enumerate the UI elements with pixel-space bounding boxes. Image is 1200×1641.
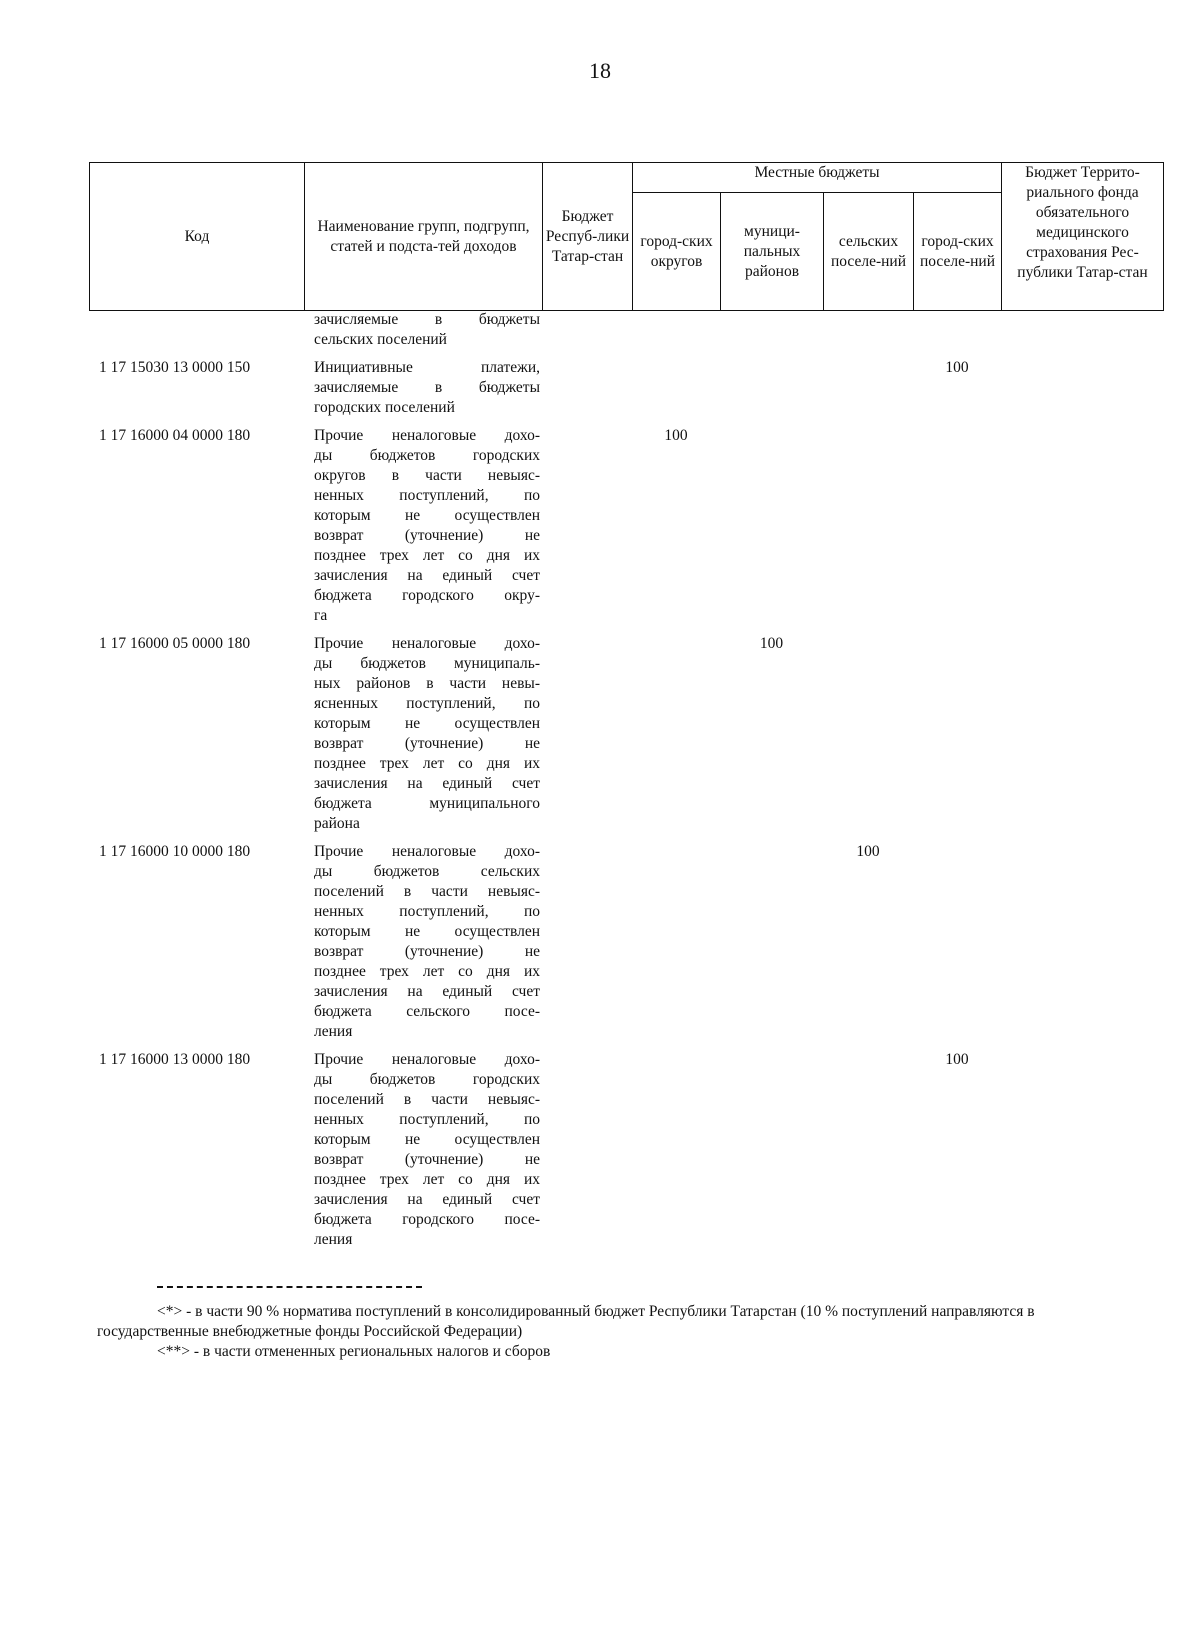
row-value (632, 310, 720, 358)
row-name-line: которым не осуществлен (314, 923, 540, 940)
row-name-line: возврат (уточнение) не (314, 943, 540, 960)
row-value: 100 (664, 427, 688, 444)
row-name-line: позднее трех лет со дня их (314, 755, 540, 772)
row-value (542, 358, 632, 426)
row-value (823, 634, 913, 842)
row-name-line: зачисления на единый счет (314, 983, 540, 1000)
row-name-line: позднее трех лет со дня их (314, 963, 540, 980)
table-row (89, 634, 1163, 842)
row-name-line: ненных поступлений, по (314, 903, 540, 920)
row-name-line: позднее трех лет со дня их (314, 1171, 540, 1188)
row-value (1001, 358, 1163, 426)
row-name-line: возврат (уточнение) не (314, 735, 540, 752)
row-name-line: ления (314, 1023, 353, 1040)
row-value (720, 358, 823, 426)
row-name-line: ды бюджетов муниципаль- (314, 655, 540, 672)
row-name (304, 634, 542, 842)
row-name (304, 358, 542, 426)
row-code: 1 17 16000 05 0000 180 (99, 635, 251, 652)
row-value (542, 1050, 632, 1258)
footnote: <**> - в части отмененных региональных налогов и сборов (157, 1343, 551, 1360)
row-name-line: ясненных поступлений, по (314, 695, 540, 712)
row-name-line: Прочие неналоговые дохо- (314, 427, 540, 444)
row-value (823, 310, 913, 358)
table-row (89, 310, 1163, 358)
row-value (1001, 1050, 1163, 1258)
row-code (89, 310, 304, 358)
row-value (913, 426, 1001, 634)
row-name-line: которым не осуществлен (314, 715, 540, 732)
row-name-line: бюджета сельского посе- (314, 1003, 540, 1020)
row-name-line: ды бюджетов городских (314, 447, 540, 464)
row-value (720, 1050, 823, 1258)
row-value: 100 (759, 635, 784, 652)
row-code: 1 17 16000 04 0000 180 (99, 427, 251, 444)
footnotes (97, 1302, 1115, 1362)
row-name-line: возврат (уточнение) не (314, 527, 540, 544)
table-row (89, 842, 1163, 1050)
row-name (304, 426, 542, 634)
row-name-line: ненных поступлений, по (314, 1111, 540, 1128)
row-value (913, 310, 1001, 358)
row-name-line: Прочие неналоговые дохо- (314, 843, 540, 860)
row-value (1001, 426, 1163, 634)
header-territorial-fund: Бюджет Террито-риального фонда обязательного медицинского страхования Рес-публики Татар-стан (1002, 163, 1164, 311)
row-value (632, 634, 720, 842)
row-name-line: ненных поступлений, по (314, 487, 540, 504)
table-header (89, 162, 1164, 311)
header-municipal-districts: муници-пальных районов (721, 193, 824, 311)
row-name (304, 1050, 542, 1258)
row-value (632, 1050, 720, 1258)
header-urban-settlements: город-ских поселе-ний (914, 193, 1002, 311)
row-name-line: позднее трех лет со дня их (314, 547, 540, 564)
table-row (89, 1050, 1163, 1258)
header-rural-settlements: сельских поселе-ний (824, 193, 914, 311)
row-value (823, 358, 913, 426)
header-local-budgets: Местные бюджеты (633, 163, 1002, 193)
row-value (542, 310, 632, 358)
row-name-line: округов в части невыяс- (314, 467, 540, 484)
row-value (913, 634, 1001, 842)
table-row (89, 426, 1163, 634)
header-republic-budget: Бюджет Респуб-лики Татар-стан (543, 163, 633, 311)
row-name-line: городских поселений (314, 399, 455, 416)
row-value (542, 426, 632, 634)
row-code: 1 17 16000 13 0000 180 (99, 1051, 251, 1068)
row-name-line: возврат (уточнение) не (314, 1151, 540, 1168)
table-body (89, 310, 1163, 1258)
row-name-line: которым не осуществлен (314, 1131, 540, 1148)
row-value (632, 842, 720, 1050)
row-value (720, 842, 823, 1050)
row-name-line: Прочие неналоговые дохо- (314, 1051, 540, 1068)
row-value (542, 634, 632, 842)
header-name: Наименование групп, подгрупп, статей и подста-тей доходов (305, 163, 543, 311)
row-name-line: га (314, 607, 328, 624)
row-code: 1 17 16000 10 0000 180 (99, 843, 251, 860)
table-row (89, 358, 1163, 426)
footnote-separator (157, 1286, 422, 1288)
row-name (304, 310, 542, 358)
row-name-line: зачисляемые в бюджеты (314, 311, 540, 328)
row-name-line: поселений в части невыяс- (314, 883, 540, 900)
row-name (304, 842, 542, 1050)
row-name-line: зачисления на единый счет (314, 567, 540, 584)
header-code: Код (90, 163, 305, 311)
row-name-line: бюджета городского посе- (314, 1211, 540, 1228)
row-value (632, 358, 720, 426)
row-name-line: ды бюджетов сельских (314, 863, 540, 880)
row-value (1001, 310, 1163, 358)
row-name-line: которым не осуществлен (314, 507, 540, 524)
row-name-line: зачисляемые в бюджеты (314, 379, 540, 396)
row-value (1001, 634, 1163, 842)
row-name-line: Прочие неналоговые дохо- (314, 635, 540, 652)
row-name-line: поселений в части невыяс- (314, 1091, 540, 1108)
row-value: 100 (945, 359, 969, 376)
row-value (913, 842, 1001, 1050)
row-name-line: сельских поселений (314, 331, 447, 348)
row-name-line: ных районов в части невы- (314, 675, 540, 692)
row-name-line: бюджета городского окру- (314, 587, 540, 604)
page-number: 18 (589, 58, 611, 83)
header-city-districts: город-ских округов (633, 193, 721, 311)
row-value (823, 1050, 913, 1258)
row-name-line: района (314, 815, 360, 832)
row-value (542, 842, 632, 1050)
row-name-line: ды бюджетов городских (314, 1071, 540, 1088)
row-name-line: Инициативные платежи, (314, 359, 540, 376)
row-name-line: ления (314, 1231, 353, 1248)
row-value (720, 426, 823, 634)
row-value (1001, 842, 1163, 1050)
row-code: 1 17 15030 13 0000 150 (99, 359, 251, 376)
row-value (720, 310, 823, 358)
row-value: 100 (856, 843, 880, 860)
row-value: 100 (945, 1051, 969, 1068)
row-name-line: бюджета муниципального (314, 795, 540, 812)
row-name-line: зачисления на единый счет (314, 1191, 540, 1208)
row-value (823, 426, 913, 634)
footnote: <*> - в части 90 % норматива поступлений в консолидированный бюджет Республики Татарстан (10 % поступлений направляются в государственные внебюджетные фонды Российской Федерации) (97, 1303, 1035, 1340)
row-name-line: зачисления на единый счет (314, 775, 540, 792)
